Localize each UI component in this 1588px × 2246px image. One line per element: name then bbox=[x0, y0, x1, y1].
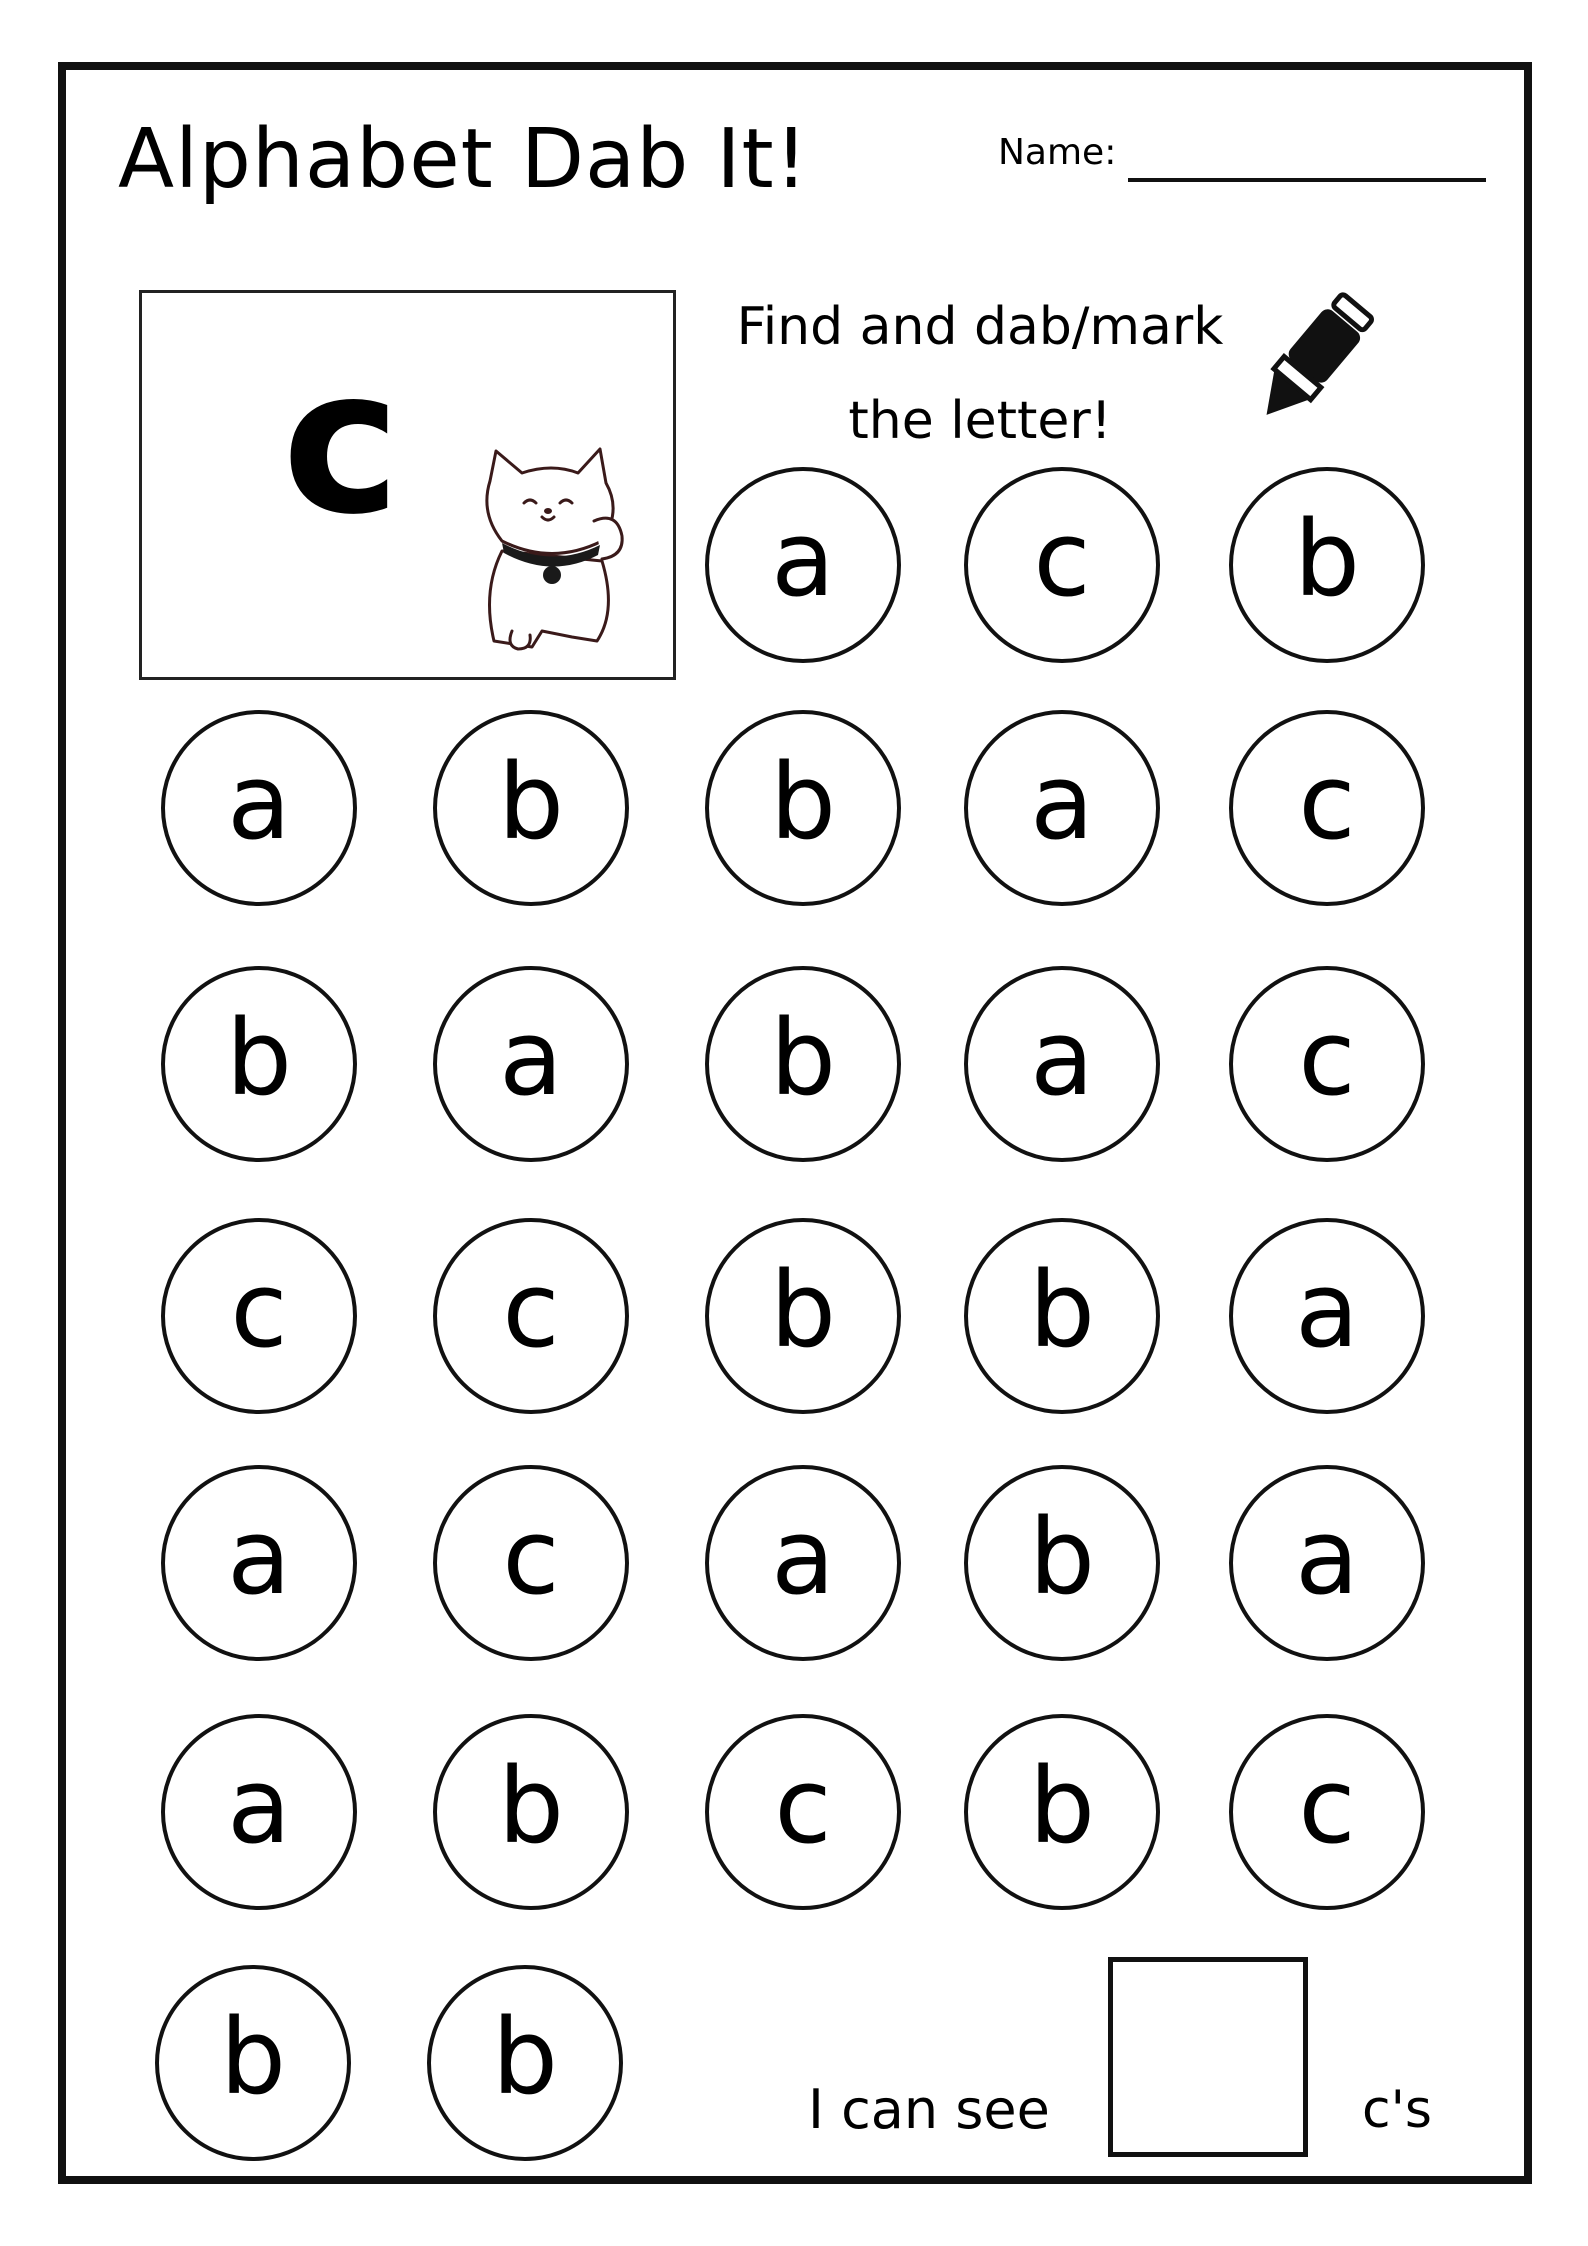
letter-circle[interactable]: b bbox=[1229, 467, 1425, 663]
letter-circle[interactable]: a bbox=[161, 1465, 357, 1661]
letter-circle[interactable]: b bbox=[161, 966, 357, 1162]
letter-circle[interactable]: b bbox=[964, 1465, 1160, 1661]
letter-circle[interactable]: b bbox=[155, 1965, 351, 2161]
letter-circle[interactable]: a bbox=[161, 710, 357, 906]
letter-circle[interactable]: b bbox=[433, 710, 629, 906]
letter-circle[interactable]: b bbox=[964, 1714, 1160, 1910]
letter-circle[interactable]: c bbox=[161, 1218, 357, 1414]
instructions bbox=[700, 280, 1260, 468]
instruction-line-2: the letter! bbox=[848, 391, 1112, 451]
letter-circle[interactable]: a bbox=[1229, 1465, 1425, 1661]
letter-circle[interactable]: b bbox=[427, 1965, 623, 2161]
count-answer-box[interactable] bbox=[1108, 1957, 1308, 2157]
target-letter: c bbox=[282, 326, 401, 559]
letter-circle[interactable]: a bbox=[705, 1465, 901, 1661]
count-suffix: c's bbox=[1362, 2080, 1432, 2140]
cat-icon bbox=[472, 441, 632, 661]
crayon-icon bbox=[1240, 280, 1380, 440]
letter-circle[interactable]: b bbox=[433, 1714, 629, 1910]
letter-circle[interactable]: b bbox=[964, 1218, 1160, 1414]
letter-circle[interactable]: a bbox=[161, 1714, 357, 1910]
letter-circle[interactable]: c bbox=[433, 1465, 629, 1661]
name-label: Name: bbox=[998, 132, 1117, 173]
instruction-line-1: Find and dab/mark bbox=[736, 297, 1224, 357]
letter-circle[interactable]: c bbox=[1229, 1714, 1425, 1910]
letter-circle[interactable]: c bbox=[433, 1218, 629, 1414]
letter-circle[interactable]: a bbox=[705, 467, 901, 663]
letter-circle[interactable]: a bbox=[964, 710, 1160, 906]
letter-circle[interactable]: c bbox=[1229, 966, 1425, 1162]
letter-circle[interactable]: c bbox=[705, 1714, 901, 1910]
letter-circle[interactable]: a bbox=[1229, 1218, 1425, 1414]
letter-circle[interactable]: a bbox=[964, 966, 1160, 1162]
letter-circle[interactable]: b bbox=[705, 710, 901, 906]
count-label: I can see bbox=[808, 2078, 1050, 2141]
letter-circle[interactable]: a bbox=[433, 966, 629, 1162]
worksheet-title: Alphabet Dab It! bbox=[118, 112, 809, 207]
target-letter-box bbox=[139, 290, 676, 680]
letter-circle[interactable]: b bbox=[705, 1218, 901, 1414]
letter-circle[interactable]: c bbox=[1229, 710, 1425, 906]
letter-circle[interactable]: c bbox=[964, 467, 1160, 663]
name-line[interactable] bbox=[1128, 178, 1486, 182]
letter-circle[interactable]: b bbox=[705, 966, 901, 1162]
